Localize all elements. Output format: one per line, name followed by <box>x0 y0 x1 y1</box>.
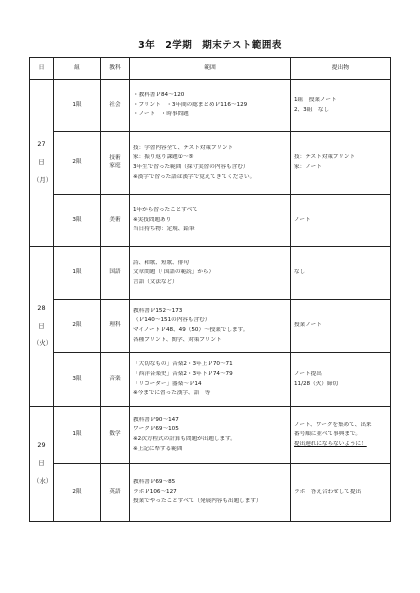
range-line: 教科書Ｐ69～85 <box>133 479 176 486</box>
day-cell <box>30 80 54 247</box>
period-cell: 1限 <box>54 407 101 464</box>
day-dow: （月） <box>33 175 53 184</box>
range-line: ・プリント ・3年間の総まとめＰ116～129 <box>133 101 248 108</box>
subject-cell <box>101 132 130 195</box>
submission-cell <box>291 132 391 195</box>
period-cell: 1限 <box>54 80 101 132</box>
period-cell: 3限 <box>54 195 101 247</box>
range-line: 家：振り返り課題①～⑤ <box>133 154 194 161</box>
submission-line: 11/28（火）締切 <box>294 380 339 387</box>
table-row <box>30 300 391 353</box>
subject-line: 社会 <box>109 101 121 108</box>
range-line: 詩、和歌、短歌、俳句 <box>133 259 189 266</box>
range-cell <box>130 300 291 353</box>
submission-line: なし <box>294 269 306 276</box>
header-range: 範囲 <box>130 58 291 80</box>
period-cell: 2限 <box>54 132 101 195</box>
exam-range-table <box>29 57 391 522</box>
subject-cell <box>101 195 130 247</box>
period-cell: 3限 <box>54 353 101 407</box>
submission-cell <box>291 195 391 247</box>
range-line: ※今までに習った漢字、語 等 <box>133 390 211 397</box>
subject-line: 国語 <box>109 269 121 276</box>
table-row <box>30 80 391 132</box>
day-dow: （火） <box>33 339 53 348</box>
range-line: ワークＰ69～105 <box>133 426 179 433</box>
subject-line: 数学 <box>109 431 121 438</box>
range-cell <box>130 80 291 132</box>
range-cell <box>130 407 291 464</box>
period-cell: 2限 <box>54 464 101 522</box>
subject-line: 美術 <box>109 216 121 223</box>
day-cell <box>30 247 54 407</box>
range-line: ※2次方程式の計算も問題が出題します。 <box>133 436 236 442</box>
range-cell <box>130 353 291 407</box>
submission-cell <box>291 247 391 300</box>
range-line: ・教科書Ｐ84～120 <box>133 92 185 99</box>
subject-line: 技術 <box>109 155 121 162</box>
range-line: 当日持ち物：定規、鉛筆 <box>133 226 195 233</box>
table-row <box>30 407 391 464</box>
day-cell <box>30 407 54 522</box>
range-cell <box>130 195 291 247</box>
range-line: ※実技問題あり <box>133 216 172 223</box>
submission-line: 提出遅れにならないように！ <box>294 440 367 447</box>
range-line: 授業でやったことすべて（発展内容も出題します） <box>133 498 262 505</box>
submission-cell <box>291 464 391 522</box>
table-row <box>30 464 391 522</box>
period-cell: 1限 <box>54 247 101 300</box>
subject-line: 音楽 <box>109 375 121 382</box>
submission-line: ラボ 答え合わせして提出 <box>294 488 362 495</box>
range-line: （Ｐ140～151の内容も含む） <box>133 317 211 324</box>
range-line: ※上記に準ずる範囲 <box>133 445 183 452</box>
subject-line: 家庭 <box>109 163 121 169</box>
table-row <box>30 353 391 407</box>
subject-cell <box>101 300 130 353</box>
submission-cell <box>291 80 391 132</box>
header-subject: 教科 <box>101 58 130 80</box>
submission-line: 家：ノート <box>294 164 322 170</box>
range-line: 各種プリント、関学、対策プリント <box>133 336 222 343</box>
range-line: 3年生で習った範囲（採寸実習の内容も含む） <box>133 164 249 170</box>
day-mark: 日 <box>38 158 45 167</box>
header-period: 組 <box>54 58 101 80</box>
submission-line: ノート、ワークを集めて、出来 <box>294 421 372 428</box>
range-line: 教科書Ｐ90～147 <box>133 416 179 423</box>
header-day: 日 <box>30 58 54 80</box>
subject-cell <box>101 80 130 132</box>
subject-cell <box>101 407 130 464</box>
table-row <box>30 247 391 300</box>
submission-line: ノート <box>294 216 311 223</box>
range-line: 「大切なもの」音楽2・3年上Ｐ70～71 <box>133 361 233 368</box>
day-day: 28 <box>37 303 46 312</box>
table-row <box>30 132 391 195</box>
submission-line: ノート提出 <box>294 370 322 377</box>
day-mark: 日 <box>38 459 45 468</box>
range-line: 「リコーダー」器楽～Ｐ14 <box>133 380 202 387</box>
subject-cell <box>101 247 130 300</box>
submission-cell <box>291 300 391 353</box>
range-line: 言語（文法など） <box>133 278 178 285</box>
header-submission: 提出物 <box>291 58 391 80</box>
range-cell <box>130 247 291 300</box>
submission-line: 技：テスト対策プリント <box>294 154 356 161</box>
subject-cell <box>101 464 130 522</box>
subject-cell <box>101 353 130 407</box>
submission-line: 授業ノート <box>294 322 322 329</box>
submission-line: 番号順に並べて事典まで。 <box>294 431 362 438</box>
day-day: 27 <box>37 140 46 149</box>
range-line: 「西洋音楽史」音楽2・3年下Ｐ74～79 <box>133 370 233 377</box>
range-line: マイノートＰ48、49（50）～授業でします。 <box>133 327 249 333</box>
period-cell: 2限 <box>54 300 101 353</box>
header-row <box>30 58 391 80</box>
day-dow: （水） <box>33 476 53 485</box>
table-row <box>30 195 391 247</box>
range-line: 文章問題（「国語の範読」から） <box>133 269 215 276</box>
submission-cell <box>291 407 391 464</box>
range-line: 技：学習内容全て、テスト対策プリント <box>133 144 234 151</box>
submission-cell <box>291 353 391 407</box>
page-title: 3年 2学期 期末テスト範囲表 <box>138 40 282 51</box>
range-line: ラボＰ106～127 <box>133 488 177 495</box>
subject-line: 英語 <box>109 488 121 495</box>
range-line: ※漢字で習った語は漢字で覚えてきてください。 <box>133 173 256 180</box>
day-day: 29 <box>37 441 46 450</box>
range-line: 1年から習ったことすべて <box>133 207 198 214</box>
range-cell <box>130 132 291 195</box>
range-line: 教科書Ｐ152～173 <box>133 307 183 314</box>
subject-line: 理科 <box>109 322 121 329</box>
submission-line: 1組 授業ノート <box>294 96 337 103</box>
range-line: ・ノート ・時事問題 <box>133 111 189 118</box>
range-cell <box>130 464 291 522</box>
submission-line: 2、3組 なし <box>294 106 330 113</box>
day-mark: 日 <box>38 321 45 330</box>
